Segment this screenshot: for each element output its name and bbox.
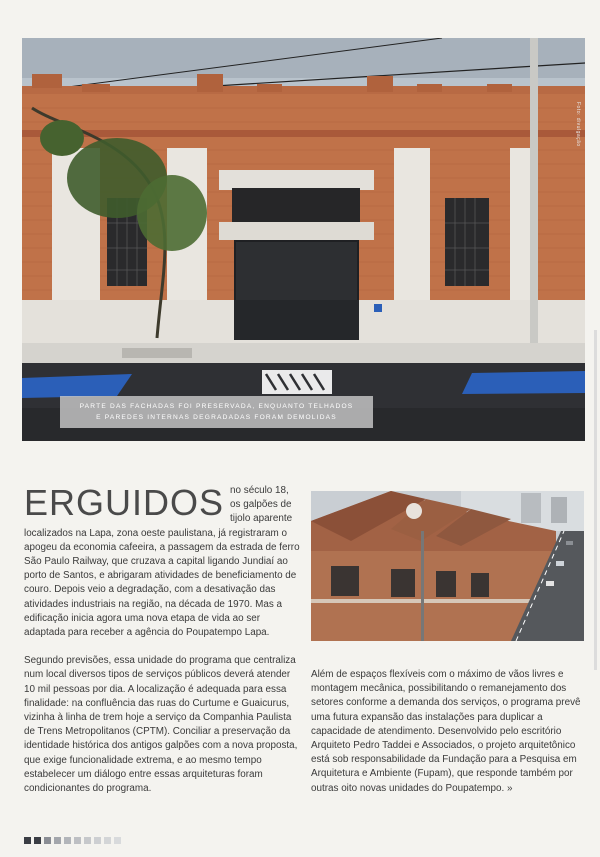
caption-line-2: E PAREDES INTERNAS DEGRADADAS FORAM DEMOLIDAS	[96, 414, 337, 421]
article-paragraph-2: Segundo previsões, essa unidade do programa que centraliza num local diversos tipos de serviços públicos deverá atender 10 mil pessoas por dia. A localização é adequada para essa finalidade: na confluência das ruas do Curtume e Guaicurus, vizinha à linha de trem hoje a serviço da Companhia Paulista de Trens Metropolitanos (CPTM). Conciliar a preservação da identidade histórica dos antigos galpões com a nova proposta, que exige funcionalidade extrema, e ao mesmo tempo estabelecer um diálogo entre essas arquiteturas foram condicionantes do programa.	[24, 655, 298, 795]
square-mark	[54, 837, 61, 844]
dropcap-heading: ERGUIDOS	[24, 482, 225, 523]
aerial-warehouse-photo	[311, 491, 584, 641]
brick-facade-illustration	[22, 38, 585, 441]
article-paragraph-1: no século 18, os galpões de tijolo aparente localizados na Lapa, zona oeste paulistana, já registraram o apogeu da economia cafeeira, a passagem da estrada de ferro São Paulo Railway, que cruzava a capital ligando Jundiaí ao porto de Santos, e abrigaram atividades de beneficiamento de couro. Depois veio a degradação, com a desativação das atividades industriais na região, na década de 1970. Mas a edificação inicia agora uma nova etapa de vida ao ser adaptada para receber a agência do Poupatempo Lapa.	[24, 485, 300, 639]
square-mark	[24, 837, 31, 844]
square-mark	[94, 837, 101, 844]
article-column-right	[311, 668, 585, 796]
caption-line-1: PARTE DAS FACHADAS FOI PRESERVADA, ENQUANTO TELHADOS	[79, 403, 354, 410]
photo-caption	[60, 396, 373, 428]
square-mark	[34, 837, 41, 844]
aerial-street-illustration	[311, 491, 584, 641]
square-mark	[104, 837, 111, 844]
square-mark	[74, 837, 81, 844]
square-mark	[84, 837, 91, 844]
main-building-photo	[22, 38, 585, 441]
square-mark	[64, 837, 71, 844]
article-paragraph-3: Além de espaços flexíveis com o máximo de vãos livres e montagem mecânica, possibilitando o remanejamento dos setores conforme a demanda dos serviços, o programa prevê uma futura expansão das instalações para duplicar a capacidade de atendimento. Desenvolvido pelo escritório Arquiteto Pedro Taddei e Associados, o projeto arquitetônico está sob responsabilidade da Fundação para a Pesquisa em Arquitetura e Ambiente (Fupam), que responde também por outras oito novas unidades do Poupatempo. »	[311, 669, 581, 794]
photo-credit: Foto: divulgação	[575, 102, 581, 147]
article-column-left	[24, 484, 300, 796]
page-edge-bar	[594, 330, 597, 670]
square-mark	[44, 837, 51, 844]
page-decoration-squares	[24, 837, 121, 844]
square-mark	[114, 837, 121, 844]
